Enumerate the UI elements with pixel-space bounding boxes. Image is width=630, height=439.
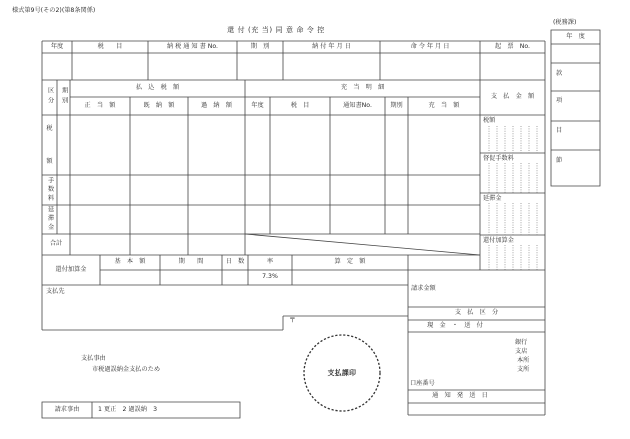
account-setsu-label: 節 [556, 157, 563, 164]
rate-value: 7.3% [262, 273, 278, 281]
rate-header: 率 [266, 258, 274, 266]
payee-label: 支払先 [46, 288, 65, 295]
header-notice-no: 納 税 通 知 書 No. [166, 42, 219, 50]
appropriation-header: 充 当 明 細 [340, 84, 385, 92]
appropriation-notice-no-header: 通知書No. [343, 101, 372, 109]
total-row-diagonal [245, 234, 480, 255]
appropriation-tax-item-header: 税 目 [290, 101, 310, 109]
payment-category-label: 支 払 区 分 [454, 309, 499, 317]
category-header-cell [42, 81, 57, 114]
header-order-date: 命 令 年 月 日 [410, 42, 450, 50]
row-label-late-fee-cell [42, 206, 57, 233]
form-number: 様式第9号(その2)(第8条関係) [12, 7, 96, 14]
row-label-tax-top: 税 [46, 124, 53, 132]
appropriation-amount-header: 充 当 額 [428, 101, 460, 109]
form-title: 還 付 (充 当) 同 意 命 令 控 [227, 26, 325, 34]
payment-late-fee-label: 延滞金 [483, 195, 502, 202]
claim-reason-options: 1 更正 2 過誤納 3 [98, 405, 158, 413]
account-kou-label: 項 [556, 97, 563, 104]
refund-interest-label: 還付加算金 [55, 265, 87, 273]
department-label: (税務課) [553, 19, 577, 26]
postal-mark: 〒 [289, 316, 296, 324]
header-payment-date: 納 付 年 月 日 [312, 42, 351, 50]
sub-office-label: 支所 [517, 366, 530, 373]
account-kan-label: 款 [556, 70, 563, 77]
payment-category-options: 現 金 ・ 送 付 [427, 321, 483, 329]
days-header: 日 数 [225, 258, 245, 266]
header-tax-item: 税 目 [97, 42, 123, 50]
proper-amount-header: 正 当 額 [84, 101, 116, 109]
account-moku-label: 目 [556, 127, 563, 134]
branch-label: 支店 [515, 348, 528, 355]
header-period: 期 別 [250, 42, 270, 50]
account-number-label: 口座番号 [410, 380, 435, 387]
claim-amount-label: 請求金額 [411, 285, 436, 292]
row-label-tax-bottom: 額 [46, 157, 53, 165]
row-label-total: 合計 [49, 240, 63, 248]
row-label-late-fee: 延滞金 [46, 206, 54, 233]
payment-seal-label: 支払課印 [327, 368, 357, 377]
payment-amount-header: 支 払 金 額 [490, 93, 535, 101]
row-label-fee: 手数料 [46, 176, 54, 204]
head-office-label: 本所 [517, 357, 530, 364]
payment-reason-value: 市税過誤納金支払のため [92, 366, 161, 373]
period-header: 期別 [60, 87, 68, 108]
payment-reason-label: 支払事由 [81, 355, 106, 362]
already-paid-header: 既 納 額 [143, 101, 175, 109]
claim-reason-label: 請求事由 [54, 405, 80, 413]
notice-sent-date-label: 通 知 発 送 日 [432, 392, 488, 400]
appropriation-year-header: 年度 [251, 101, 264, 109]
category-header: 区分 [46, 87, 54, 108]
appropriation-period-header: 期別 [390, 101, 403, 109]
period-header-cell [57, 81, 70, 114]
header-fiscal-year: 年度 [50, 42, 64, 50]
paid-tax-header: 払 込 税 額 [135, 84, 180, 92]
payment-tax-amount-label: 税額 [483, 117, 496, 124]
interest-period-header: 期 間 [178, 258, 204, 266]
payment-reminder-fee-label: 督促手数料 [483, 155, 514, 162]
header-voucher-no: 起 票 No. [494, 42, 531, 50]
account-fiscal-year-label: 年 度 [566, 32, 585, 40]
bank-label: 銀行 [515, 339, 528, 346]
row-label-fee-cell [42, 176, 57, 204]
overpaid-header: 過 納 額 [201, 101, 232, 109]
base-amount-header: 基 本 額 [114, 258, 146, 266]
payment-refund-interest-label: 還付加算金 [483, 237, 514, 244]
calculated-amount-header: 算 定 額 [334, 258, 366, 266]
